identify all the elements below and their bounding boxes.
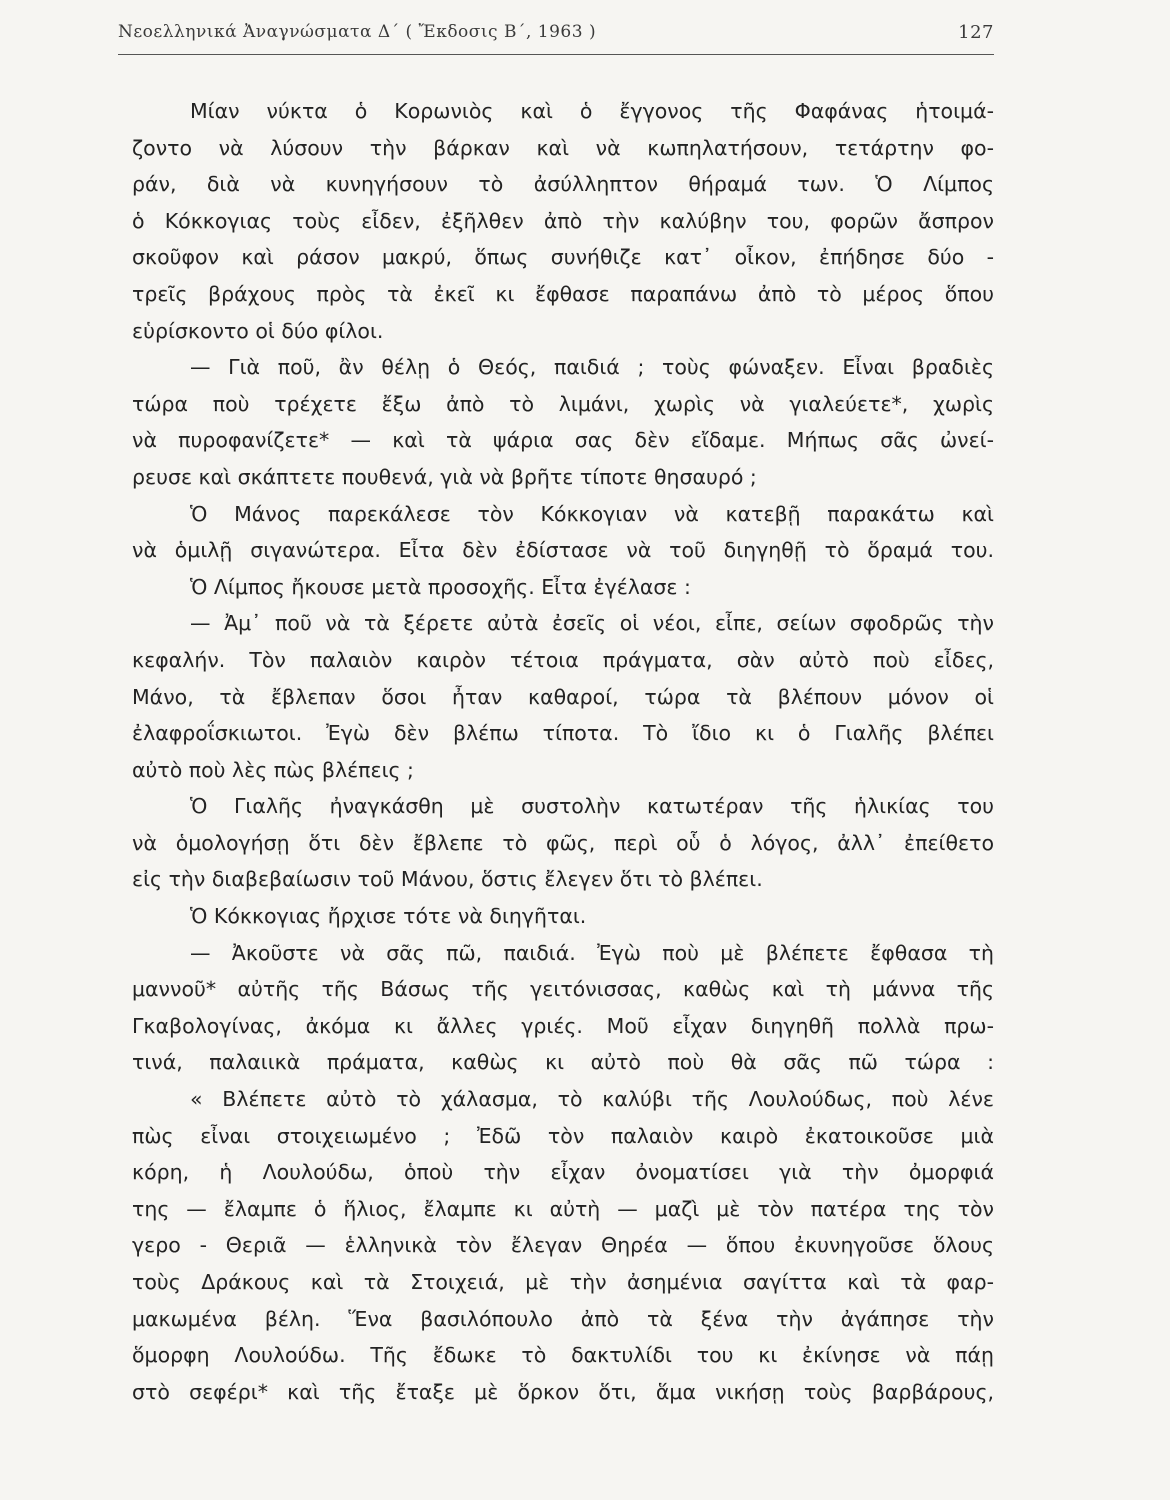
text-line: ὅμορφη Λουλούδω. Τῆς ἔδωκε τὸ δακτυλίδι του κι ἐκίνησε νὰ πάῃ [132,1343,994,1368]
text-line: πὼς εἶναι στοιχειωμένο ; Ἐδῶ τὸν παλαιὸν καιρὸ ἐκατοικοῦσε μιὰ [132,1123,994,1148]
text-line: νὰ πυροφανίζετε* — καὶ τὰ ψάρια σας δὲν εἴδαμε. Μήπως σᾶς ὠνεί- [132,428,994,453]
text-line: τοὺς Δράκους καὶ τὰ Στοιχειά, μὲ τὴν ἀσημένια σαγίττα καὶ τὰ φαρ- [132,1270,994,1294]
text-line: κόρη, ἡ Λουλούδω, ὁποὺ τὴν εἶχαν ὀνοματίσει γιὰ τὴν ὀμορφιά [132,1160,994,1185]
text-line: ὁ Κόκκογιας τοὺς εἶδεν, ἐξῆλθεν ἀπὸ τὴν καλύβην του, φορῶν ἄσπρον [132,208,994,233]
text-line: μακωμένα βέλη. Ἕνα βασιλόπουλο ἀπὸ τὰ ξένα τὴν ἀγάπησε τὴν [132,1306,994,1331]
text-line: τώρα ποὺ τρέχετε ἔξω ἀπὸ τὸ λιμάνι, χωρὶς νὰ γιαλεύετε*, χωρὶς [132,391,994,416]
text-line: γερο - Θεριᾶ — ἑλληνικὰ τὸν ἔλεγαν Θηρέα — ὅπου ἐκυνηγοῦσε ὅλους [132,1233,994,1258]
running-header [118,20,994,52]
text-line: Γκαβολογίνας, ἀκόμα κι ἄλλες γριές. Μοῦ εἶχαν διηγηθῆ πολλὰ πρω- [132,1013,994,1038]
text-line: αὐτὸ ποὺ λὲς πὼς βλέπεις ; [132,757,414,782]
text-line: ράν, διὰ νὰ κυνηγήσουν τὸ ἀσύλληπτον θήραμά των. Ὁ Λίμπος [132,172,994,197]
text-line: « Βλέπετε αὐτὸ τὸ χάλασμα, τὸ καλύβι τῆς Λουλούδως, ποὺ λένε [190,1087,994,1112]
text-line: στὸ σεφέρι* καὶ τῆς ἔταξε μὲ ὅρκον ὅτι, ἅμα νικήσῃ τοὺς βαρβάρους, [132,1379,994,1404]
body-text [132,93,994,1410]
text-line: εἰς τὴν διαβεβαίωσιν τοῦ Μάνου, ὅστις ἔλεγεν ὅτι τὸ βλέπει. [132,867,763,892]
text-line: ρευσε καὶ σκάπτετε πουθενά, γιὰ νὰ βρῆτε τίποτε θησαυρό ; [132,464,757,489]
text-line: νὰ ὁμολογήσῃ ὅτι δὲν ἔβλεπε τὸ φῶς, περὶ οὗ ὁ λόγος, ἀλλ᾽ ἐπείθετο [132,830,994,855]
text-line: Μάνο, τὰ ἔβλεπαν ὅσοι ἦταν καθαροί, τώρα τὰ βλέπουν μόνον οἱ [132,684,994,709]
text-line: Ὁ Λίμπος ἤκουσε μετὰ προσοχῆς. Εἶτα ἐγέλασε : [190,574,691,599]
text-line: εὑρίσκοντο οἱ δύο φίλοι. [132,318,384,343]
text-line: σκοῦφον καὶ ράσον μακρύ, ὅπως συνήθιζε κατ᾽ οἶκον, ἐπήδησε δύο - [132,245,994,270]
book-title: Νεοελληνικά Ἀναγνώσματα Δ΄ ( Ἔκδοσις Β΄, 1963 ) [118,22,597,42]
text-line: κεφαλήν. Τὸν παλαιὸν καιρὸν τέτοια πράγματα, σὰν αὐτὸ ποὺ εἶδες, [132,647,994,672]
text-line: Ὁ Κόκκογιας ἤρχισε τότε νὰ διηγῆται. [190,904,587,929]
text-line: ζοντο νὰ λύσουν τὴν βάρκαν καὶ νὰ κωπηλατήσουν, τετάρτην φο- [132,135,994,160]
text-line: — Γιὰ ποῦ, ἂν θέλῃ ὁ Θεός, παιδιά ; τοὺς φώναξεν. Εἶναι βραδιὲς [190,355,994,380]
text-line: ἐλαφροΐσκιωτοι. Ἐγὼ δὲν βλέπω τίποτα. Τὸ ἴδιο κι ὁ Γιαλῆς βλέπει [132,721,994,746]
text-line: της — ἔλαμπε ὁ ἥλιος, ἔλαμπε κι αὐτὴ — μαζὶ μὲ τὸν πατέρα της τὸν [132,1196,994,1221]
text-line: Ὁ Γιαλῆς ἠναγκάσθη μὲ συστολὴν κατωτέραν τῆς ἡλικίας του [190,794,994,819]
text-line: τρεῖς βράχους πρὸς τὰ ἐκεῖ κι ἔφθασε παραπάνω ἀπὸ τὸ μέρος ὅπου [132,281,994,306]
text-line: νὰ ὁμιλῇ σιγανώτερα. Εἶτα δὲν ἐδίστασε νὰ τοῦ διηγηθῇ τὸ ὅραμά του. [132,538,994,563]
page-number: 127 [958,22,994,43]
text-line: τινά, παλαιικὰ πράματα, καθὼς κι αὐτὸ ποὺ θὰ σᾶς πῶ τώρα : [132,1050,994,1075]
text-line: — Ἀκοῦστε νὰ σᾶς πῶ, παιδιά. Ἐγὼ ποὺ μὲ βλέπετε ἔφθασα τὴ [190,940,994,965]
text-line: Μίαν νύκτα ὁ Κορωνιὸς καὶ ὁ ἔγγονος τῆς Φαφάνας ἡτοιμά- [190,99,994,123]
text-line: Ὁ Μάνος παρεκάλεσε τὸν Κόκκογιαν νὰ κατεβῇ παρακάτω καὶ [190,501,994,526]
header-rule [118,54,994,55]
text-line: — Ἀμ᾽ ποῦ νὰ τὰ ξέρετε αὐτὰ ἐσεῖς οἱ νέοι, εἶπε, σείων σφοδρῶς τὴν [190,611,994,636]
text-line: μαννοῦ* αὐτῆς τῆς Βάσως τῆς γειτόνισσας, καθὼς καὶ τὴ μάννα τῆς [132,977,994,1002]
